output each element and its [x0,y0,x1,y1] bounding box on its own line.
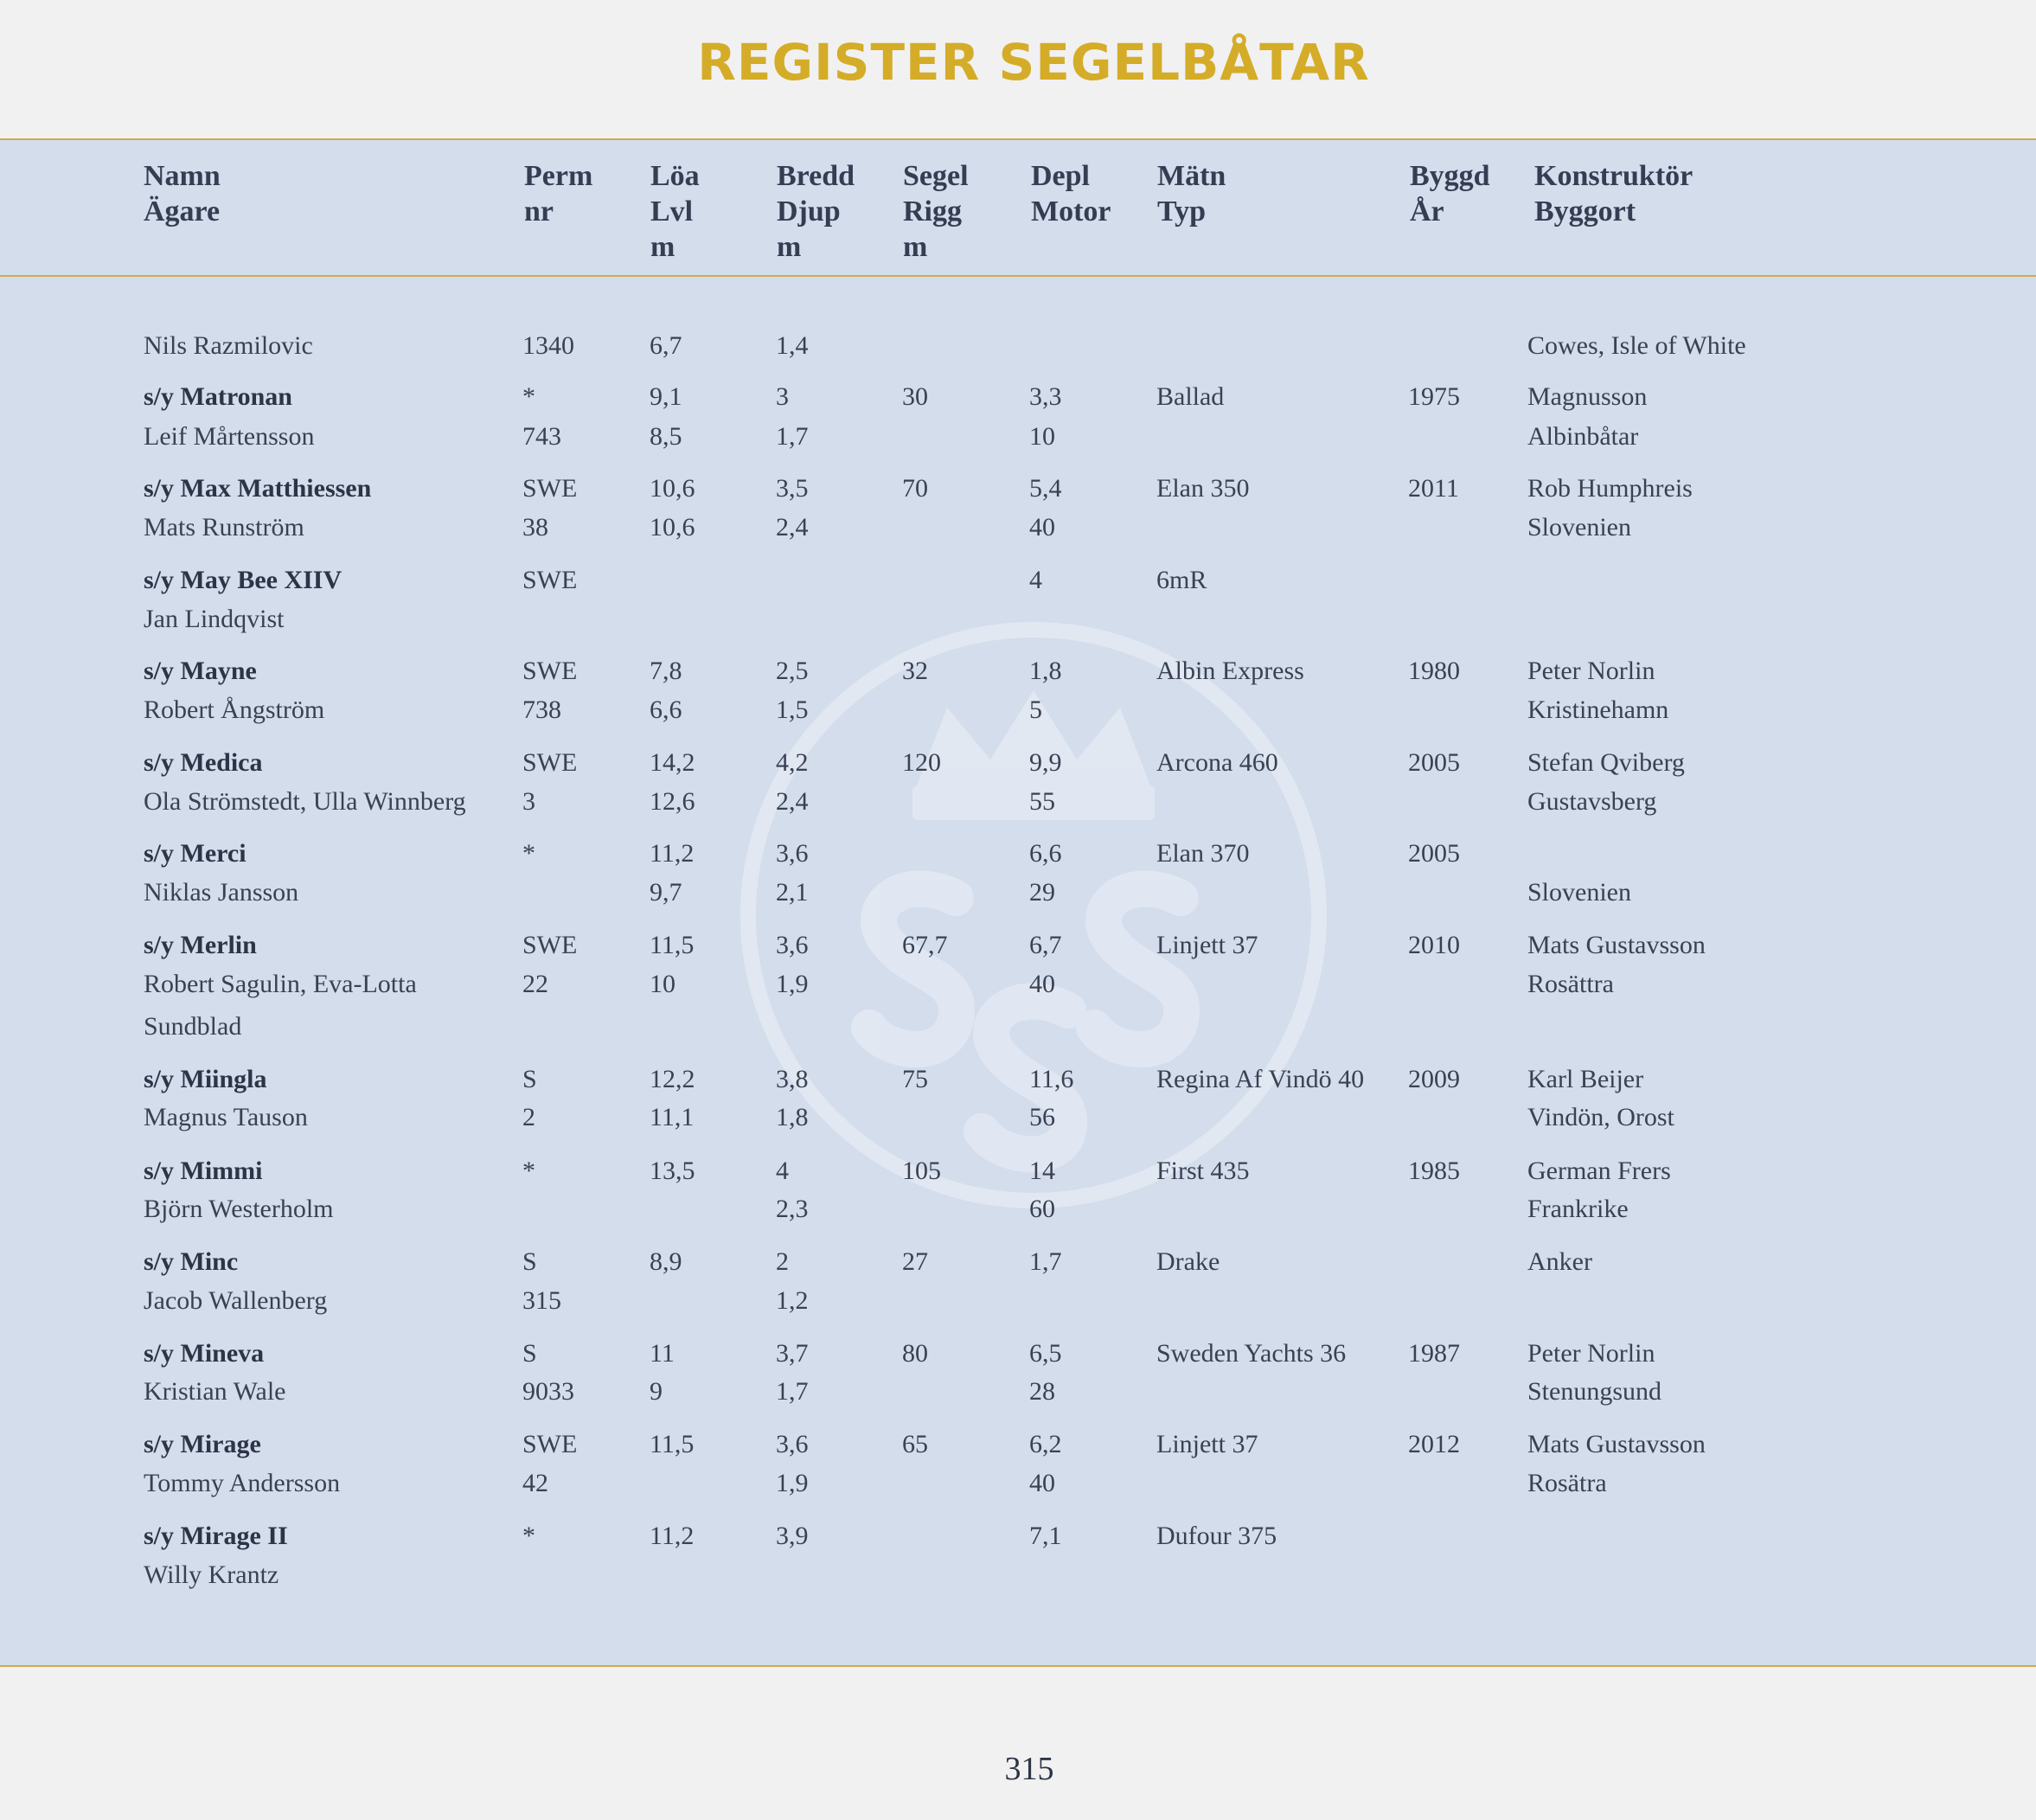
column-header-depl-motor [1031,158,1111,229]
table-cell: Mats Gustavsson [1527,1430,1706,1458]
table-cell: 6mR [1156,566,1207,594]
owner-name: Jacob Wallenberg [144,1286,328,1315]
table-cell: 1985 [1408,1157,1460,1185]
table-cell: 1,9 [776,970,809,998]
column-header-segel-rigg [903,158,969,265]
boat-name: s/y Matronan [144,382,292,411]
column-header-line: Ägare [144,195,221,228]
table-cell: 10,6 [650,474,695,503]
page-title: REGISTER SEGELBÅTAR [697,33,1370,92]
boat-name: s/y Medica [144,748,263,777]
table-cell: 12,6 [650,787,695,816]
table-cell: 9,1 [650,382,682,411]
column-header-line: Konstruktör [1534,160,1693,192]
table-cell: 1,7 [776,1377,809,1406]
table-cell: 42 [522,1469,548,1497]
column-header-line: Lvl [650,195,694,228]
table-cell: SWE [522,1430,578,1458]
table-cell: 1980 [1408,657,1460,685]
table-cell: 1,8 [776,1103,809,1131]
table-cell: 5 [1029,695,1042,724]
table-cell: 3 [776,382,789,411]
table-cell: 2011 [1408,474,1459,503]
table-cell: 55 [1029,787,1055,816]
table-cell: 3,3 [1029,382,1062,411]
column-header-line: Rigg [903,195,962,228]
owner-name: Tommy Andersson [144,1469,341,1497]
table-cell: 10 [650,970,675,998]
table-cell: 2 [522,1103,535,1131]
table-cell: 1,9 [776,1469,809,1497]
column-header-line: Typ [1157,195,1207,228]
table-cell: 11,2 [650,1522,695,1550]
column-header-line: Depl [1031,160,1090,192]
table-cell: SWE [522,931,578,959]
table-cell: 6,5 [1029,1339,1062,1368]
column-header-line: Segel [903,160,969,192]
table-cell: Slovenien [1527,513,1631,542]
table-cell: Mats Gustavsson [1527,931,1706,959]
table-cell: 2,1 [776,878,809,907]
column-header-line: Löa [650,160,700,192]
boat-name: s/y Merci [144,839,246,868]
table-cell: 9033 [522,1377,574,1406]
table-cell: Rosättra [1527,970,1614,998]
table-cell: 6,7 [650,331,682,360]
column-header-line: m [650,231,675,263]
table-cell: * [522,382,535,411]
table-cell: 13,5 [650,1157,695,1185]
table-cell: SWE [522,474,578,503]
header-divider [0,275,2036,277]
table-cell: 6,6 [1029,839,1062,868]
table-cell: 3,9 [776,1522,809,1550]
boat-name: s/y Miingla [144,1065,267,1093]
table-cell: 2,4 [776,787,809,816]
table-cell: 10,6 [650,513,695,542]
column-header-bredd-djup [777,158,855,265]
table-cell: 56 [1029,1103,1055,1131]
table-cell: Elan 370 [1156,839,1250,868]
table-cell: Frankrike [1527,1195,1629,1223]
column-header-perm-nr [524,158,592,229]
table-cell: 1,7 [776,422,809,451]
table-cell: 40 [1029,970,1055,998]
table-cell: Kristinehamn [1527,695,1669,724]
boat-name: s/y Mimmi [144,1157,263,1185]
table-cell: SWE [522,566,578,594]
column-header-line: Byggd [1410,160,1490,192]
boat-name: s/y Mirage [144,1430,261,1458]
table-cell: 11,6 [1029,1065,1074,1093]
table-cell: 120 [902,748,941,777]
table-cell: 315 [522,1286,561,1315]
table-cell: 1975 [1408,382,1460,411]
table-cell: German Frers [1527,1157,1671,1185]
table-cell: 2,4 [776,513,809,542]
table-cell: Albinbåtar [1527,422,1639,451]
table-cell: 11 [650,1339,675,1368]
table-cell: Albin Express [1156,657,1304,685]
table-cell: S [522,1247,537,1276]
table-cell: 3 [522,787,535,816]
table-cell: 65 [902,1430,928,1458]
column-header-line: Perm [524,160,593,192]
table-cell: 6,2 [1029,1430,1062,1458]
table-cell: 28 [1029,1377,1055,1406]
table-cell: 2005 [1408,748,1460,777]
table-cell: Sweden Yachts 36 [1156,1339,1347,1368]
table-cell: Magnusson [1527,382,1648,411]
boat-name: s/y Mirage II [144,1522,288,1550]
table-cell: 11,5 [650,1430,695,1458]
owner-name: Ola Strömstedt, Ulla Winnberg [144,787,466,816]
table-cell: 5,4 [1029,474,1062,503]
owner-name: Leif Mårtensson [144,422,315,451]
table-cell: 11,5 [650,931,695,959]
boat-name: s/y Minc [144,1247,239,1276]
column-header-konstruktor-byggort [1534,158,1693,229]
table-cell: 1,2 [776,1286,809,1315]
table-cell: 7,8 [650,657,682,685]
table-cell: 75 [902,1065,928,1093]
table-cell: 2012 [1408,1430,1460,1458]
table-cell: 9 [650,1377,663,1406]
owner-name: Björn Westerholm [144,1195,334,1223]
table-cell: Slovenien [1527,878,1631,907]
column-header-line: Bredd [777,160,855,192]
table-cell: 3,8 [776,1065,809,1093]
owner-name: Robert Ångström [144,695,325,724]
boat-name: s/y Max Matthiessen [144,474,372,503]
column-header-line: Namn [144,160,221,192]
table-cell: 3,5 [776,474,809,503]
owner-name: Jan Lindqvist [144,605,285,633]
table-cell: 8,9 [650,1247,682,1276]
owner-name: Nils Razmilovic [144,331,313,360]
table-cell: 1,8 [1029,657,1062,685]
table-cell: 14 [1029,1157,1055,1185]
table-cell: Peter Norlin [1527,1339,1655,1368]
boat-name: s/y Mineva [144,1339,265,1368]
column-header-line: Djup [777,195,841,228]
table-cell: Stenungsund [1527,1377,1662,1406]
table-cell: 70 [902,474,928,503]
table-cell: 11,1 [650,1103,695,1131]
table-cell: Stefan Qviberg [1527,748,1685,777]
table-cell: 3,6 [776,1430,809,1458]
table-cell: 9,9 [1029,748,1062,777]
table-cell: 6,7 [1029,931,1062,959]
table-cell: Arcona 460 [1156,748,1278,777]
table-cell: Rosätra [1527,1469,1607,1497]
table-cell: 3,6 [776,839,809,868]
table-cell: 1,4 [776,331,809,360]
table-cell: 10 [1029,422,1055,451]
table-cell: 4 [776,1157,789,1185]
table-cell: 105 [902,1157,941,1185]
table-cell: Rob Humphreis [1527,474,1693,503]
table-cell: Anker [1527,1247,1592,1276]
table-cell: 1340 [522,331,574,360]
table-cell: Ballad [1156,382,1225,411]
table-cell: Gustavsberg [1527,787,1657,816]
table-cell: * [522,839,535,868]
owner-name: Robert Sagulin, Eva-Lotta [144,970,417,998]
table-cell: Linjett 37 [1156,1430,1258,1458]
table-cell: Cowes, Isle of White [1527,331,1746,360]
column-header-line: nr [524,195,554,228]
table-cell: 9,7 [650,878,682,907]
owner-name: Niklas Jansson [144,878,299,907]
table-cell: 2010 [1408,931,1460,959]
column-header-name-owner [144,158,221,229]
column-header-byggd-ar [1410,158,1490,229]
table-cell: 14,2 [650,748,695,777]
table-cell: 80 [902,1339,928,1368]
table-cell: * [522,1522,535,1550]
table-cell: 6,6 [650,695,682,724]
table-cell: 11,2 [650,839,695,868]
table-cell: Drake [1156,1247,1220,1276]
table-cell: S [522,1339,537,1368]
owner-name: Mats Runström [144,513,304,542]
table-cell: 2,3 [776,1195,809,1223]
table-cell: Dufour 375 [1156,1522,1277,1550]
column-header-matn-typ [1157,158,1226,229]
page-number: 315 [1004,1751,1054,1787]
table-cell: 3,6 [776,931,809,959]
table-cell: Peter Norlin [1527,657,1655,685]
boat-name: s/y May Bee XIIV [144,566,343,594]
table-cell: Elan 350 [1156,474,1250,503]
table-cell: * [522,1157,535,1185]
table-cell: 1,5 [776,695,809,724]
table-cell: 2009 [1408,1065,1460,1093]
table-cell: 67,7 [902,931,948,959]
owner-name: Magnus Tauson [144,1103,308,1131]
table-cell: 40 [1029,1469,1055,1497]
table-cell: 738 [522,695,561,724]
table-cell: 8,5 [650,422,682,451]
table-cell: 1987 [1408,1339,1460,1368]
table-cell: 7,1 [1029,1522,1062,1550]
table-cell: SWE [522,657,578,685]
table-cell: 2005 [1408,839,1460,868]
owner-name: Willy Krantz [144,1560,279,1589]
table-cell: 4 [1029,566,1042,594]
table-cell: 40 [1029,513,1055,542]
table-cell: Linjett 37 [1156,931,1258,959]
boat-name: s/y Merlin [144,931,257,959]
table-cell: 1,7 [1029,1247,1062,1276]
column-header-line: Mätn [1157,160,1226,192]
table-cell: 22 [522,970,548,998]
table-cell: Vindön, Orost [1527,1103,1674,1131]
table-cell: Karl Beijer [1527,1065,1644,1093]
table-cell: 4,2 [776,748,809,777]
table-cell: 12,2 [650,1065,695,1093]
table-cell: 2 [776,1247,789,1276]
table-cell: 38 [522,513,548,542]
table-cell: 743 [522,422,561,451]
table-cell: 2,5 [776,657,809,685]
column-header-line: m [777,231,802,263]
table-cell: First 435 [1156,1157,1250,1185]
table-cell: 29 [1029,878,1055,907]
column-header-line: m [903,231,928,263]
table-cell: Regina Af Vindö 40 [1156,1065,1365,1093]
table-cell: 3,7 [776,1339,809,1368]
table-cell: SWE [522,748,578,777]
column-header-line: Byggort [1534,195,1636,228]
column-header-loa-lvl [650,158,700,265]
column-header-line: År [1410,195,1444,228]
column-header-line: Motor [1031,195,1111,228]
table-cell: 27 [902,1247,928,1276]
owner-name: Kristian Wale [144,1377,286,1406]
table-cell: 60 [1029,1195,1055,1223]
owner-name-continued: Sundblad [144,1012,242,1041]
table-cell: 30 [902,382,928,411]
table-cell: 32 [902,657,928,685]
table-cell: S [522,1065,537,1093]
boat-name: s/y Mayne [144,657,257,685]
